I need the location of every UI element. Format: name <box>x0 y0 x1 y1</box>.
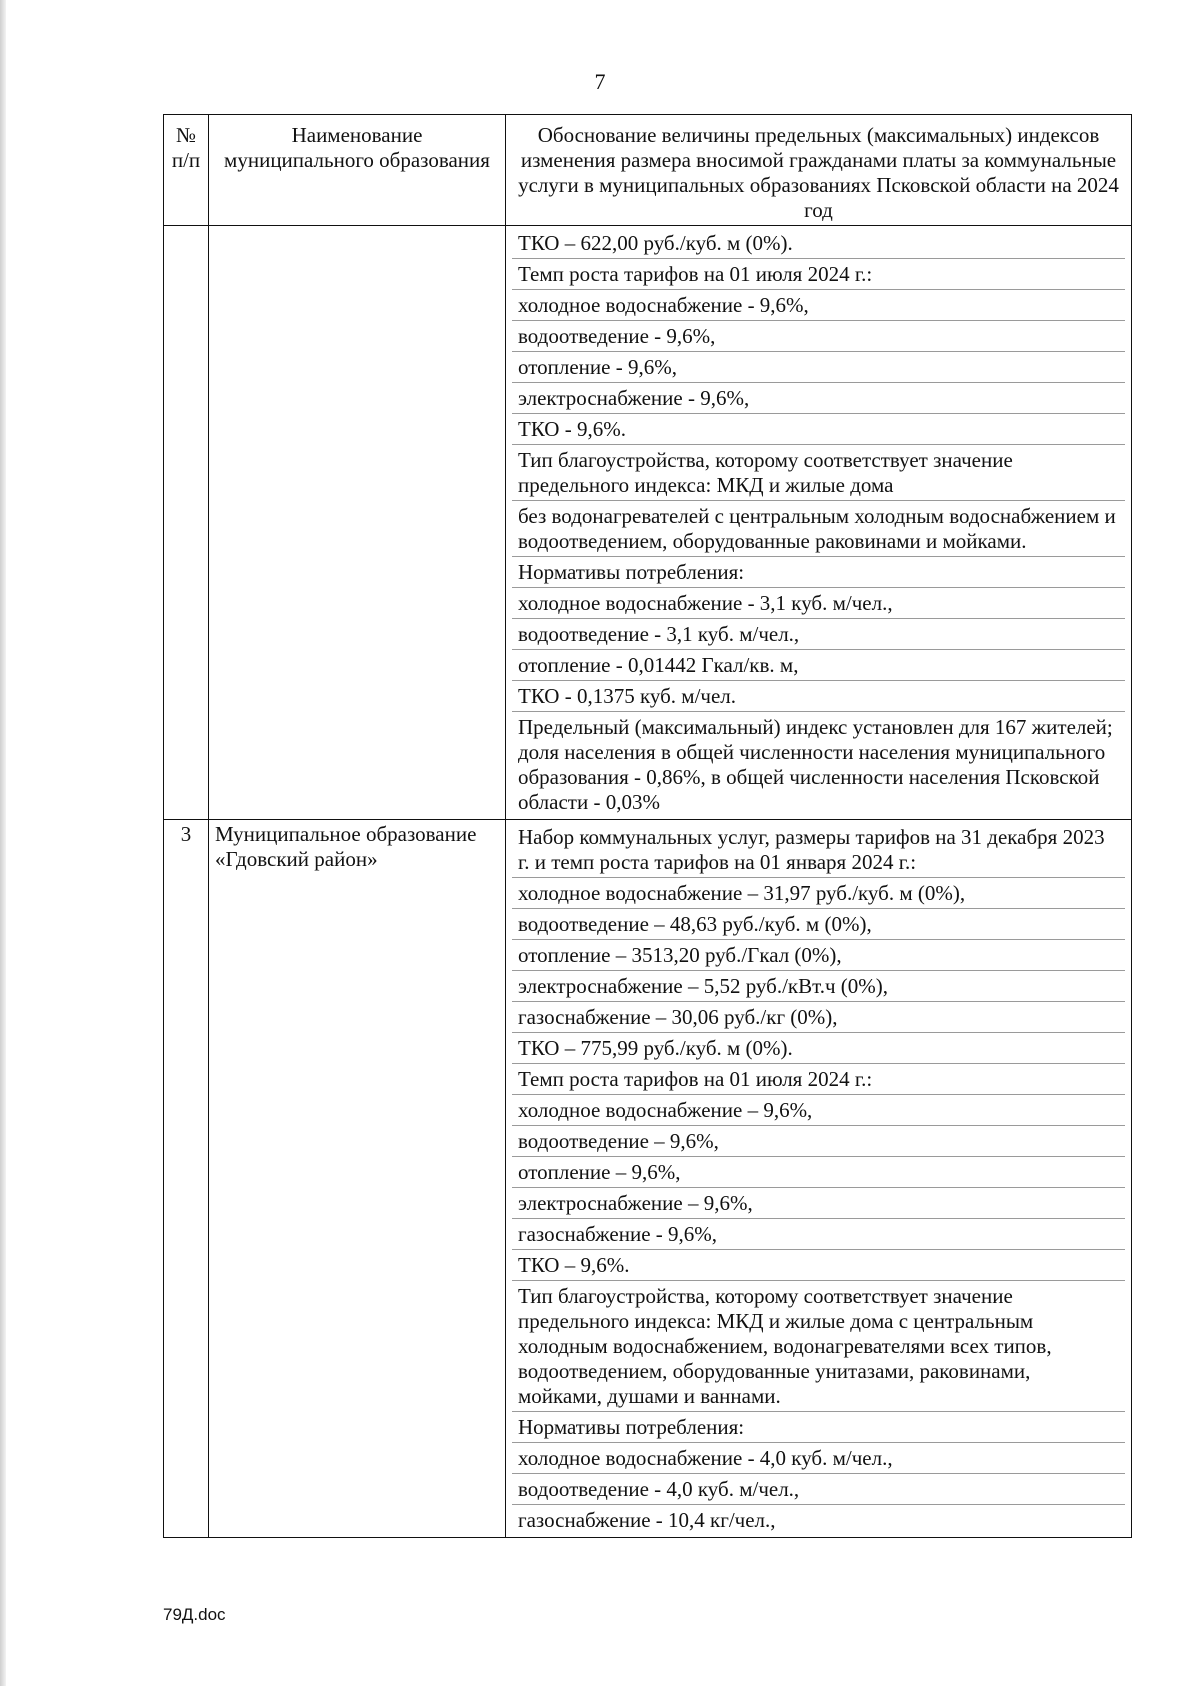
justification-paragraph: водоотведение - 9,6%, <box>512 321 1125 352</box>
justification-paragraph: Нормативы потребления: <box>512 557 1125 588</box>
row-justification <box>506 226 1132 820</box>
justification-paragraph: холодное водоснабжение - 3,1 куб. м/чел., <box>512 588 1125 619</box>
justification-paragraph: водоотведение - 4,0 куб. м/чел., <box>512 1474 1125 1505</box>
justification-paragraph: электроснабжение – 5,52 руб./кВт.ч (0%), <box>512 971 1125 1002</box>
justification-paragraph: отопление - 9,6%, <box>512 352 1125 383</box>
justification-paragraph: холодное водоснабжение – 31,97 руб./куб. м (0%), <box>512 878 1125 909</box>
justification-paragraph: Темп роста тарифов на 01 июля 2024 г.: <box>512 1064 1125 1095</box>
justification-paragraph: без водонагревателей с центральным холодным водоснабжением и водоотведением, оборудованные раковинами и мойками. <box>512 501 1125 557</box>
row-municipality-name <box>209 226 506 820</box>
footer-filename: 79Д.doc <box>163 1605 226 1624</box>
justification-paragraph: ТКО - 9,6%. <box>512 414 1125 445</box>
justification-paragraph: холодное водоснабжение - 9,6%, <box>512 290 1125 321</box>
row-justification <box>506 820 1132 1538</box>
table-row <box>164 226 1132 820</box>
justification-paragraph: Тип благоустройства, которому соответствует значение предельного индекса: МКД и жилые дома <box>512 445 1125 501</box>
header-number: № п/п <box>164 115 209 226</box>
justification-paragraph: ТКО – 622,00 руб./куб. м (0%). <box>512 228 1125 259</box>
justification-paragraph: отопление – 9,6%, <box>512 1157 1125 1188</box>
justification-paragraph: холодное водоснабжение – 9,6%, <box>512 1095 1125 1126</box>
row-number <box>164 226 209 820</box>
tariff-justification-table <box>163 114 1132 1538</box>
justification-paragraph: Нормативы потребления: <box>512 1412 1125 1443</box>
justification-paragraph: отопление – 3513,20 руб./Гкал (0%), <box>512 940 1125 971</box>
header-municipality-name: Наименование муниципального образования <box>209 115 506 226</box>
header-justification: Обоснование величины предельных (максимальных) индексов изменения размера вносимой гражданами платы за коммунальные услуги в муниципальных образованиях Псковской области на 2024 год <box>506 115 1132 226</box>
row-municipality-name: Муниципальное образование «Гдовский район» <box>209 820 506 1538</box>
justification-paragraph: газоснабжение – 30,06 руб./кг (0%), <box>512 1002 1125 1033</box>
table-row <box>164 820 1132 1538</box>
scan-edge <box>0 0 6 1686</box>
justification-paragraph: ТКО - 0,1375 куб. м/чел. <box>512 681 1125 712</box>
justification-paragraph: Темп роста тарифов на 01 июля 2024 г.: <box>512 259 1125 290</box>
row-number: 3 <box>164 820 209 1538</box>
justification-paragraph: ТКО – 775,99 руб./куб. м (0%). <box>512 1033 1125 1064</box>
page-number: 7 <box>594 69 606 94</box>
justification-paragraph: отопление - 0,01442 Гкал/кв. м, <box>512 650 1125 681</box>
table-header-row <box>164 115 1132 226</box>
justification-paragraph: водоотведение – 9,6%, <box>512 1126 1125 1157</box>
justification-paragraph: Предельный (максимальный) индекс установлен для 167 жителей; доля населения в общей численности населения муниципального образования - 0,86%, в общей численности населения Псковской области - 0,03% <box>518 715 1113 814</box>
justification-paragraph: электроснабжение – 9,6%, <box>512 1188 1125 1219</box>
justification-paragraph: водоотведение – 48,63 руб./куб. м (0%), <box>512 909 1125 940</box>
justification-paragraph: электроснабжение - 9,6%, <box>512 383 1125 414</box>
justification-paragraph: Набор коммунальных услуг, размеры тарифов на 31 декабря 2023 г. и темп роста тарифов на 01 января 2024 г.: <box>512 822 1125 878</box>
justification-paragraph: ТКО – 9,6%. <box>512 1250 1125 1281</box>
justification-paragraph: Тип благоустройства, которому соответствует значение предельного индекса: МКД и жилые дома с центральным холодным водоснабжением, водонагревателями всех типов, водоотведением, оборудованные унитазами, раковинами, мойками, душами и ваннами. <box>512 1281 1125 1412</box>
justification-paragraph: газоснабжение - 9,6%, <box>512 1219 1125 1250</box>
justification-paragraph: водоотведение - 3,1 куб. м/чел., <box>512 619 1125 650</box>
justification-paragraph: холодное водоснабжение - 4,0 куб. м/чел., <box>512 1443 1125 1474</box>
justification-paragraph: газоснабжение - 10,4 кг/чел., <box>518 1508 776 1532</box>
